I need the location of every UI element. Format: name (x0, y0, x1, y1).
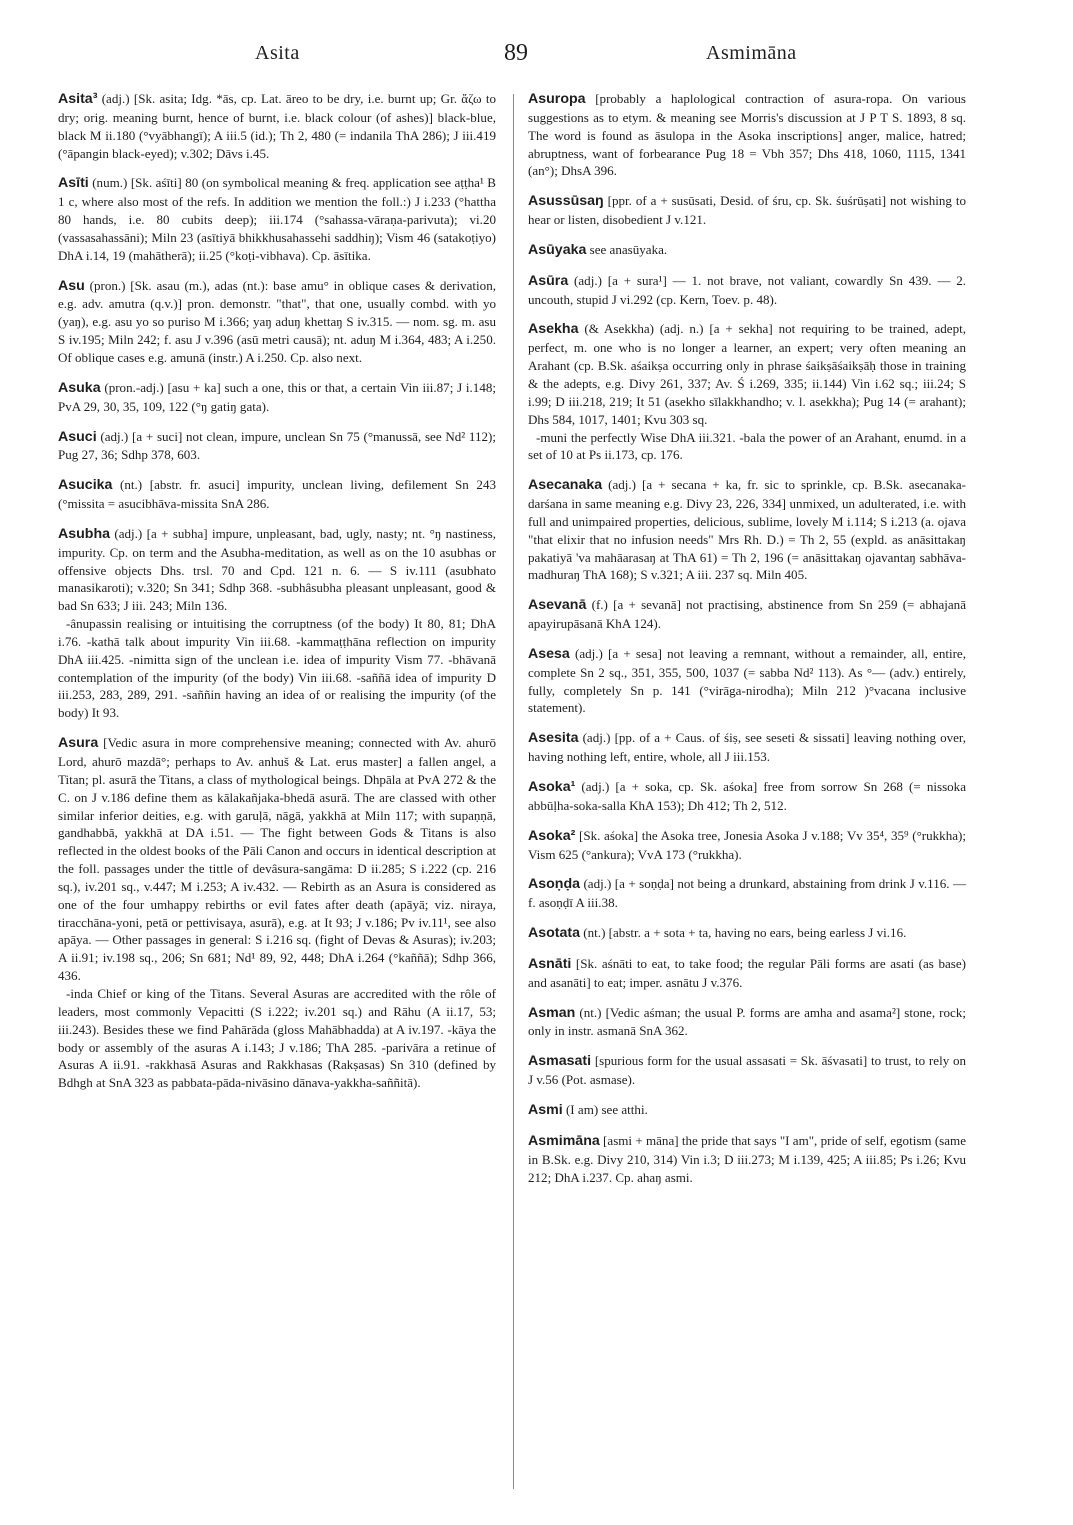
entry-definition: [ppr. of a + susūsati, Desid. of śru, cp. Sk. śuśrūṣati] not wishing to hear or listen, disobedient J v.121. (528, 193, 966, 228)
entry-headword: Asotata (528, 925, 581, 942)
entry-headword: Asuropa (528, 91, 586, 107)
entry-compounds: -inda Chief or king of the Titans. Several Asuras are accredited with the rôle of leaders, most commonly Vepacitti (S i.222; iv.201 sq.) and Rāhu (A ii.17, 53; iii.243). Besides these we find Pahārāda (gloss Mahābhadda) at A iv.197. -kāya the body or assembly of the asuras A i.143; J v.186; ThA 285. -parivāra a retinue of Asuras A ii.91. -rakkhasā Asuras and Rakkhasas (Rakṣasas) Sn 310 (defined by Bdhgh at SnA 323 as pabbata-pāda-nivāsino dānava-yakkha-saññitā). (58, 985, 496, 1091)
column-divider (513, 94, 514, 1489)
entry-headword: Asevanā (528, 597, 587, 614)
entry-compounds: -muni the perfectly Wise DhA iii.321. -bala the power of an Arahant, enumd. in a set of 10 at Ps ii.173, cp. 176. (528, 429, 966, 463)
entry-headword: Asu (58, 277, 85, 294)
running-head (0, 40, 1073, 70)
dictionary-entry (528, 596, 966, 633)
entry-definition: (& Asekkha) (adj. n.) [a + sekha] not requiring to be trained, adept, perfect, m. one who is no longer a learner, an expert; very often meaning an Arahant (cp. B.Sk. aśaikṣa occurring only in phrase śaikṣāśaikṣāḥ those in training & the adepts, e.g. Divy 261, 337; Av. Ś i.269, 335; ii.144) Vin i.62 sq.; iii.24; S i.99; D iii.218, 219; It 51 (asekho sīlakkhandho; v. l. asekkha); Pug 14 (= arahant); Dhs 584, 1017, 1401; Kvu 303 sq. (528, 321, 966, 427)
dictionary-entry (58, 379, 496, 416)
dictionary-entry (528, 729, 966, 766)
entry-definition: (adj.) [a + suci] not clean, impure, unclean Sn 75 (°manussā, see Nd² 112); Pug 27, 36; Sdhp 378, 603. (58, 428, 496, 463)
dictionary-entry (58, 428, 496, 465)
entry-headword: Asubha (58, 525, 111, 542)
dictionary-entry (528, 90, 966, 180)
entry-compounds: -ânupassin realising or intuitising the corruptness (of the body) It 80, 81; DhA i.76. -kathā talk about impurity Vin iii.68. -kammaṭṭhāna reflection on impurity DhA iii.425. -nimitta sign of the unclean i.e. idea of impurity Vism 77. -bhāvanā contemplation of the impurity (of the body) Vin iii.68. -saññā idea of impurity D iii.253, 283, 289, 291. -saññin having an idea of or realising the impurity (of the body) It 93. (58, 616, 496, 721)
entry-headword: Asman (528, 1004, 576, 1021)
dictionary-entry (528, 1101, 966, 1120)
entry-definition: [probably a haplological contraction of asura-ropa. On various suggestions as to etym. & meaning see Morris's discussion at J P T S. 1893, 8 sq. The word is found as āsulopa in the Asoka inscriptions] anger, malice, hatred; abruptness, want of forbearance Pug 18 = Vbh 357; Dhs 418, 1060, 1115, 1341 (an°); DhsA 396. (528, 91, 966, 179)
dictionary-entry (528, 875, 966, 912)
dictionary-entry (528, 1004, 966, 1041)
entry-definition: (adj.) [a + soka, cp. Sk. aśoka] free from sorrow Sn 268 (= nissoka abbūḷha-soka-salla KhA 153); Dh 412; Th 2, 512. (528, 779, 966, 813)
dictionary-entry (58, 734, 496, 1092)
entry-headword: Asekha (528, 321, 579, 338)
dictionary-entry (528, 827, 966, 864)
dictionary-entry (528, 272, 966, 309)
dictionary-entry (58, 90, 496, 162)
entry-headword: Asmimāna (528, 1132, 600, 1149)
entry-headword: Asnāti (528, 955, 572, 972)
dictionary-entry (58, 277, 496, 367)
entry-definition: (I am) see atthi. (562, 1101, 648, 1117)
entry-definition: [Sk. aśoka] the Asoka tree, Jonesia Asoka J v.188; Vv 35⁴, 35⁹ (°rukkha); Vism 625 (°ankura); VvA 173 (°rukkha). (528, 827, 966, 862)
dictionary-entry (58, 174, 496, 264)
dictionary-entry (528, 241, 966, 260)
right-column (528, 90, 966, 1198)
dictionary-entry (528, 924, 966, 943)
entry-definition: (nt.) [Vedic aśman; the usual P. forms are amha and asama²] stone, rock; only in instr. asmanā SnA 362. (528, 1004, 966, 1039)
entry-definition: (nt.) [abstr. a + sota + ta, having no ears, being earless J vi.16. (580, 925, 907, 941)
entry-headword: Asecanaka (528, 477, 603, 494)
dictionary-entry (528, 476, 966, 584)
dictionary-entry (528, 1052, 966, 1089)
entry-headword: Asoka² (528, 827, 576, 844)
entry-headword: Asesa (528, 645, 570, 662)
dictionary-entry (58, 525, 496, 722)
entry-headword: Asīti (58, 175, 89, 192)
entry-headword: Asuka (58, 379, 101, 396)
page-number: 89 (504, 40, 528, 66)
entry-definition: (adj.) [Sk. asita; Idg. *ās, cp. Lat. āreo to be dry, i.e. burnt up; Gr. ἄζω to dry; orig. meaning burnt, hence of burnt, i.e. black colour (of ashes)] black-blue, black M ii.180 (°vyābhangī); A iii.5 (id.); Th 2, 480 (= indanila ThA 286); J iii.419 (°āpangin black-eyed); v.302; Dāvs i.45. (58, 91, 496, 161)
entry-headword: Asmi (528, 1101, 563, 1118)
dictionary-entry (528, 192, 966, 229)
entry-definition: [asmi + māna] the pride that says "I am", pride of self, egotism (same in B.Sk. e.g. Divy 210, 314) Vin i.3; D iii.273; M i.139, 425; A iii.85; Ps i.26; Kvu 212; DhA i.237. Cp. ahaŋ asmi. (528, 1132, 966, 1185)
entry-headword: Asmasati (528, 1053, 592, 1070)
entry-definition: (num.) [Sk. aśīti] 80 (on symbolical meaning & freq. application see aṭṭha¹ B 1 c, where also most of the refs. In addition we mention the foll.:) J i.233 (°hattha 80 hands, i.e. 80 cubits deep); iii.174 (°sahassa-vāraṇa-parivuta); vi.20 (vassasahassāni); Miln 23 (asītiyā bhikkhusahassehi saddhiŋ); Vism 46 (satakoṭiyo) DhA i.14, 19 (mahātherā); ii.25 (°koṭi-vibhava). Cp. āsītika. (58, 175, 496, 263)
entry-definition: (adj.) [a + secana + ka, fr. sic to sprinkle, cp. B.Sk. asecanaka-darśana in same meaning e.g. Divy 23, 226, 334] unmixed, un adulterated, i.e. with full and unimpaired properties, delicious, sublime, lovely M i.114; S i.213 (a. ojava "that elixir that no infusion needs" Mrs Rh. D.) = Th 2, 55 (expld. as anāsittakaŋ pakatiyā 'va mahāarasaŋ at ThA 61) = Th 2, 196 (= anāsittakaŋ ojavantaŋ sabhāva-madhuraŋ ThA 168); S v.321; A iii. 237 sq. Miln 405. (528, 477, 966, 583)
entry-definition: see anasūyaka. (586, 241, 668, 257)
entry-headword: Asoṇḍa (528, 876, 581, 893)
dictionary-entry (528, 955, 966, 992)
dictionary-entry (528, 320, 966, 464)
dictionary-entry (528, 1132, 966, 1187)
entry-definition: (f.) [a + sevanā] not practising, abstinence from Sn 259 (= abhajanā apayirupāsanā KhA 124). (528, 597, 966, 632)
entry-headword: Asucika (58, 477, 113, 494)
entry-headword: Asoka¹ (528, 779, 576, 795)
entry-headword: Asura (58, 735, 99, 752)
entry-definition: (pron.-adj.) [asu + ka] such a one, this or that, a certain Vin iii.87; J i.148; PvA 29, 30, 35, 109, 122 (°ŋ gatiŋ gata). (58, 379, 496, 414)
running-head-right: Asmimāna (706, 42, 797, 64)
entry-definition: (pron.) [Sk. asau (m.), adas (nt.): base amu° in oblique cases & derivation, e.g. adv. amutra (q.v.)] pron. demonstr. "that", that one, usually combd. with yo (yaŋ), e.g. asu yo so puriso M i.366; yaŋ aduŋ khettaŋ S iv.315. — nom. sg. m. asu S iv.195; Miln 242; f. asu J v.396 (asū metri causā); nt. aduŋ M i.364, 483; A i.250. Of oblique cases e.g. amunā (instr.) A i.250. Cp. also next. (58, 277, 496, 365)
left-column (58, 90, 496, 1104)
entry-definition: (adj.) [a + soṇḍa] not being a drunkard, abstaining from drink J v.116. — f. asoṇḍī A iii.38. (528, 876, 966, 911)
dictionary-entry (528, 645, 966, 717)
entry-headword: Asita³ (58, 91, 98, 107)
running-head-left: Asita (255, 42, 300, 64)
entry-definition: [Vedic asura in more comprehensive meaning; connected with Av. ahurō Lord, ahurō mazdā°; perhaps to Av. anhuš & Lat. erus master] a fallen angel, a Titan; pl. asurā the Titans, a class of mythological beings. Dhpāla at PvA 272 & the C. on J v.186 define them as kālakañjaka-bhedā asurā. The are classed with other similar inferior deities, e.g. with garuḷā, nāgā, yakkhā at Miln 117; with supaṇṇā, gandhabbā, yakkhā at DA i.51. — The fight between Gods & Titans is also reflected in the oldest books of the Pāli Canon and occurs in identical description at the foll. passages under the tittle of devâsura-sangāma: D ii.285; S i.222 (cp. 216 sq.), iv.201 sq., v.447; M i.253; A iv.432. — Rebirth as an Asura is considered as one of the four umhappy rebirths or evil fates after death (apāyā; viz. niraya, tiracchāna-yoni, petā or pettivisaya, asurā), e.g. at It 93; J v.186; Pv iv.11¹, see also apāya. — Other passages in general: S i.216 sq. (fight of Devas & Asuras); iv.203; A ii.91; iv.198 sq., 206; Sn 681; Nd¹ 89, 92, 448; DhA i.264 (°kaññā); Sdhp 366, 436. (58, 735, 496, 984)
entry-headword: Asūra (528, 272, 569, 289)
entry-definition: (adj.) [a + subha] impure, unpleasant, bad, ugly, nasty; nt. °ŋ nastiness, impurity. Cp. on term and the Asubha-meditation, as well as on the 10 asubhas or offensive objects Dhs. trsl. 70 and Cpd. 121 n. 6. — S iv.111 (asubhato manasikaroti); v.320; Sn 341; Sdhp 368. -subhâsubha pleasant unpleasant, good & bad Sn 633; J iii. 243; Miln 136. (58, 525, 496, 614)
entry-definition: [spurious form for the usual assasati = Sk. āśvasati] to trust, to rely on J v.56 (Pot. asmase). (528, 1053, 966, 1088)
entry-definition: (adj.) [a + sura¹] — 1. not brave, not valiant, cowardly Sn 439. — 2. uncouth, stupid J vi.292 (cp. Kern, Toev. p. 48). (528, 272, 966, 307)
entry-definition: (adj.) [pp. of a + Caus. of śiṣ, see seseti & sissati] leaving nothing over, having nothing left, entire, whole, all J iii.153. (528, 730, 966, 765)
entry-headword: Asussūsaŋ (528, 193, 604, 210)
entry-definition: (adj.) [a + sesa] not leaving a remnant, without a remainder, all, entire, complete Sn 2 sq., 351, 355, 500, 1037 (= sabba Nd² 113). As °— (adv.) entirely, fully, completely Sn p. 141 (°virāga-nirodha); Miln 212 )°vacana inclusive statement). (528, 645, 966, 716)
entry-definition: [Sk. aśnāti to eat, to take food; the regular Pāli forms are asati (as base) and asanāti] to eat; imper. asnātu J v.376. (528, 955, 966, 990)
entry-headword: Asūyaka (528, 241, 587, 258)
entry-headword: Asuci (58, 428, 97, 445)
entry-definition: (nt.) [abstr. fr. asuci] impurity, unclean living, defilement Sn 243 (°missita = asucibhāva-missita SnA 286. (58, 477, 496, 512)
entry-headword: Asesita (528, 730, 579, 747)
dictionary-entry (528, 778, 966, 815)
dictionary-entry (58, 476, 496, 513)
